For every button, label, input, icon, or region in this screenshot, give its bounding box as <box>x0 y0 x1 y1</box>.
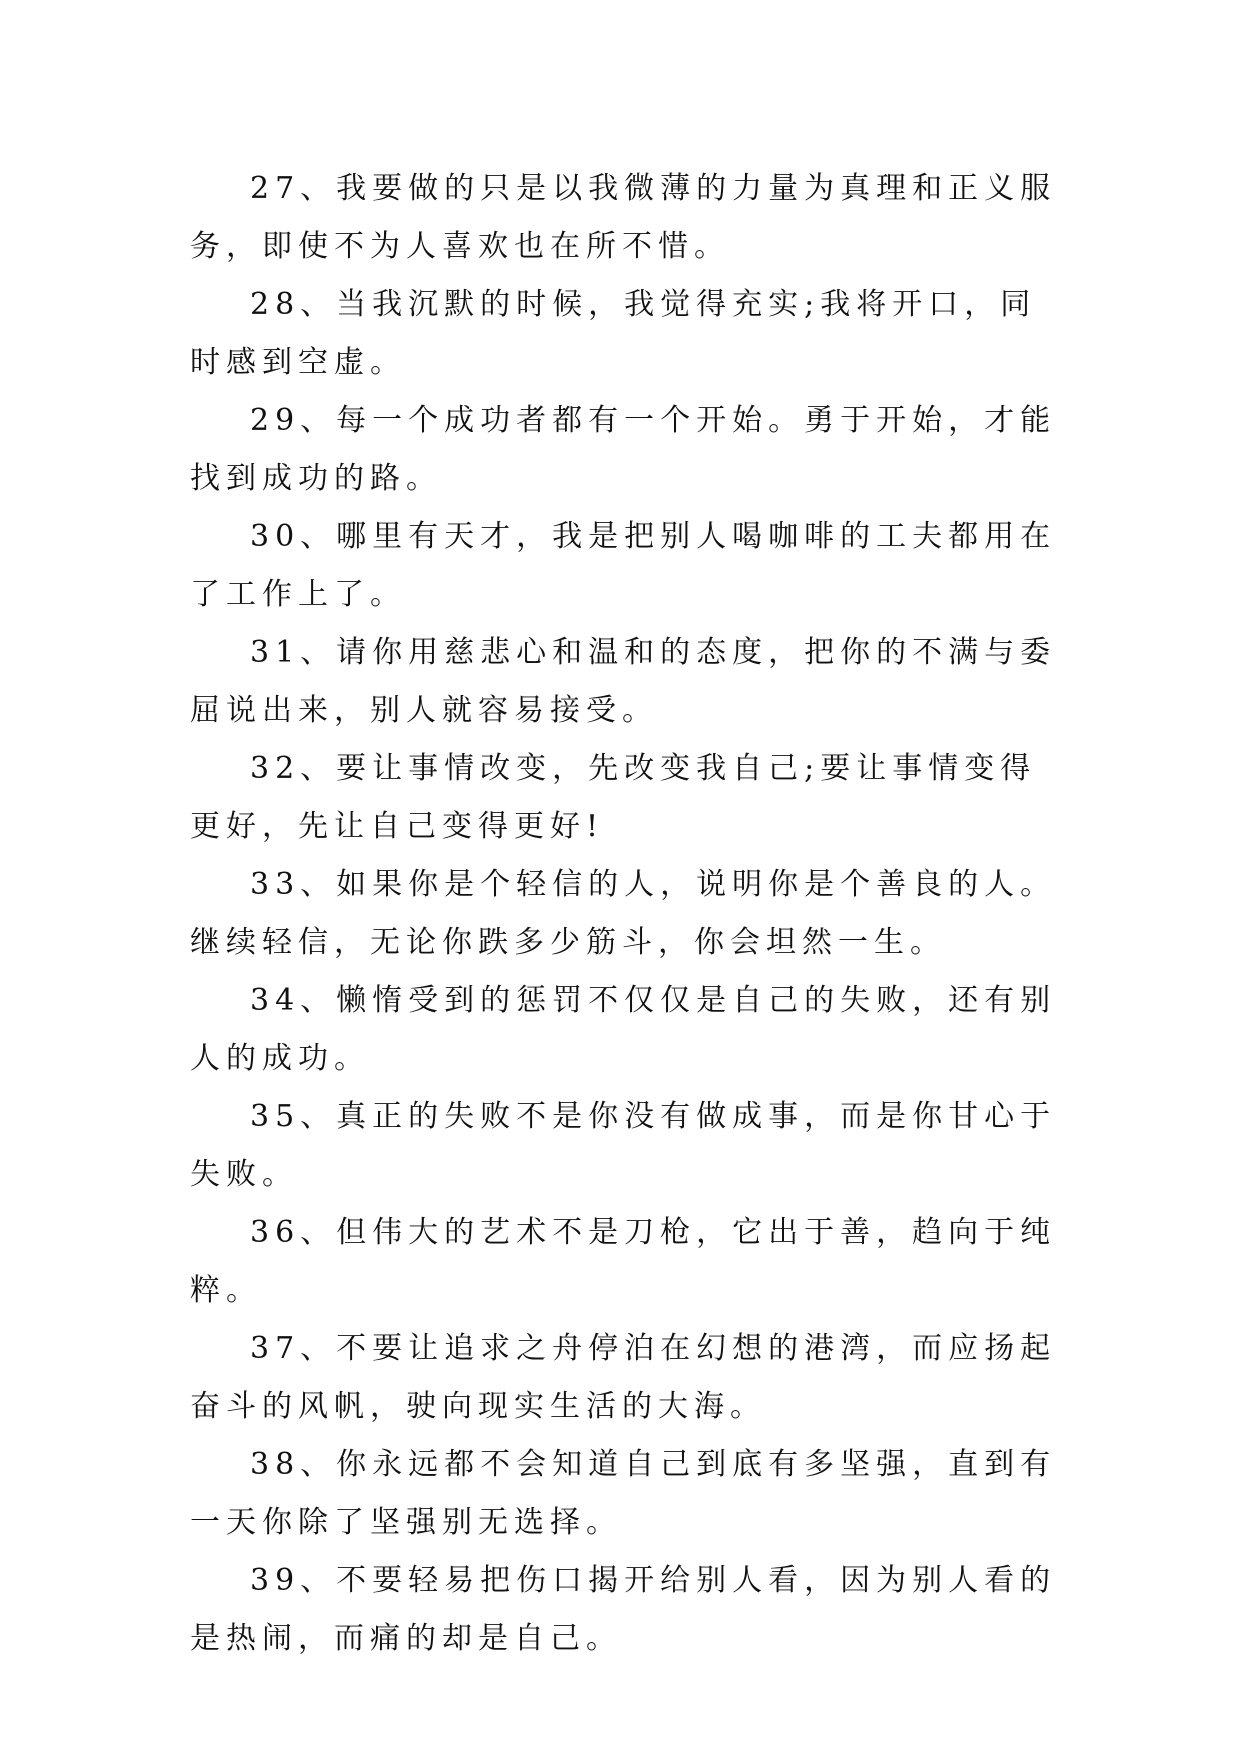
quote-paragraph-34: 34、懒惰受到的惩罚不仅仅是自己的失败，还有别人的成功。 <box>190 983 1057 1076</box>
quote-paragraph-30: 30、哪里有天才，我是把别人喝咖啡的工夫都用在了工作上了。 <box>190 519 1057 612</box>
quote-paragraph-32: 32、要让事情改变，先改变我自己;要让事情变得更好，先让自己变得更好! <box>190 751 1037 844</box>
quote-paragraph-35: 35、真正的失败不是你没有做成事，而是你甘心于失败。 <box>190 1099 1057 1192</box>
quote-paragraph-36: 36、但伟大的艺术不是刀枪，它出于善，趋向于纯粹。 <box>190 1215 1057 1308</box>
quote-paragraph-37: 37、不要让追求之舟停泊在幻想的港湾，而应扬起奋斗的风帆，驶向现实生活的大海。 <box>190 1331 1057 1424</box>
quote-paragraph-28: 28、当我沉默的时候，我觉得充实;我将开口，同时感到空虚。 <box>190 287 1037 380</box>
quote-paragraph-38: 38、你永远都不会知道自己到底有多坚强，直到有一天你除了坚强别无选择。 <box>190 1447 1057 1540</box>
quote-paragraph-39: 39、不要轻易把伤口揭开给别人看，因为别人看的是热闹，而痛的却是自己。 <box>190 1563 1057 1656</box>
quote-paragraph-29: 29、每一个成功者都有一个开始。勇于开始，才能找到成功的路。 <box>190 403 1057 496</box>
quote-paragraph-27: 27、我要做的只是以我微薄的力量为真理和正义服务，即使不为人喜欢也在所不惜。 <box>190 171 1057 264</box>
quote-paragraph-33: 33、如果你是个轻信的人，说明你是个善良的人。继续轻信，无论你跌多少筋斗，你会坦然一生。 <box>190 867 1057 960</box>
quote-list <box>190 160 1060 1668</box>
quote-paragraph-31: 31、请你用慈悲心和温和的态度，把你的不满与委屈说出来，别人就容易接受。 <box>190 635 1057 728</box>
